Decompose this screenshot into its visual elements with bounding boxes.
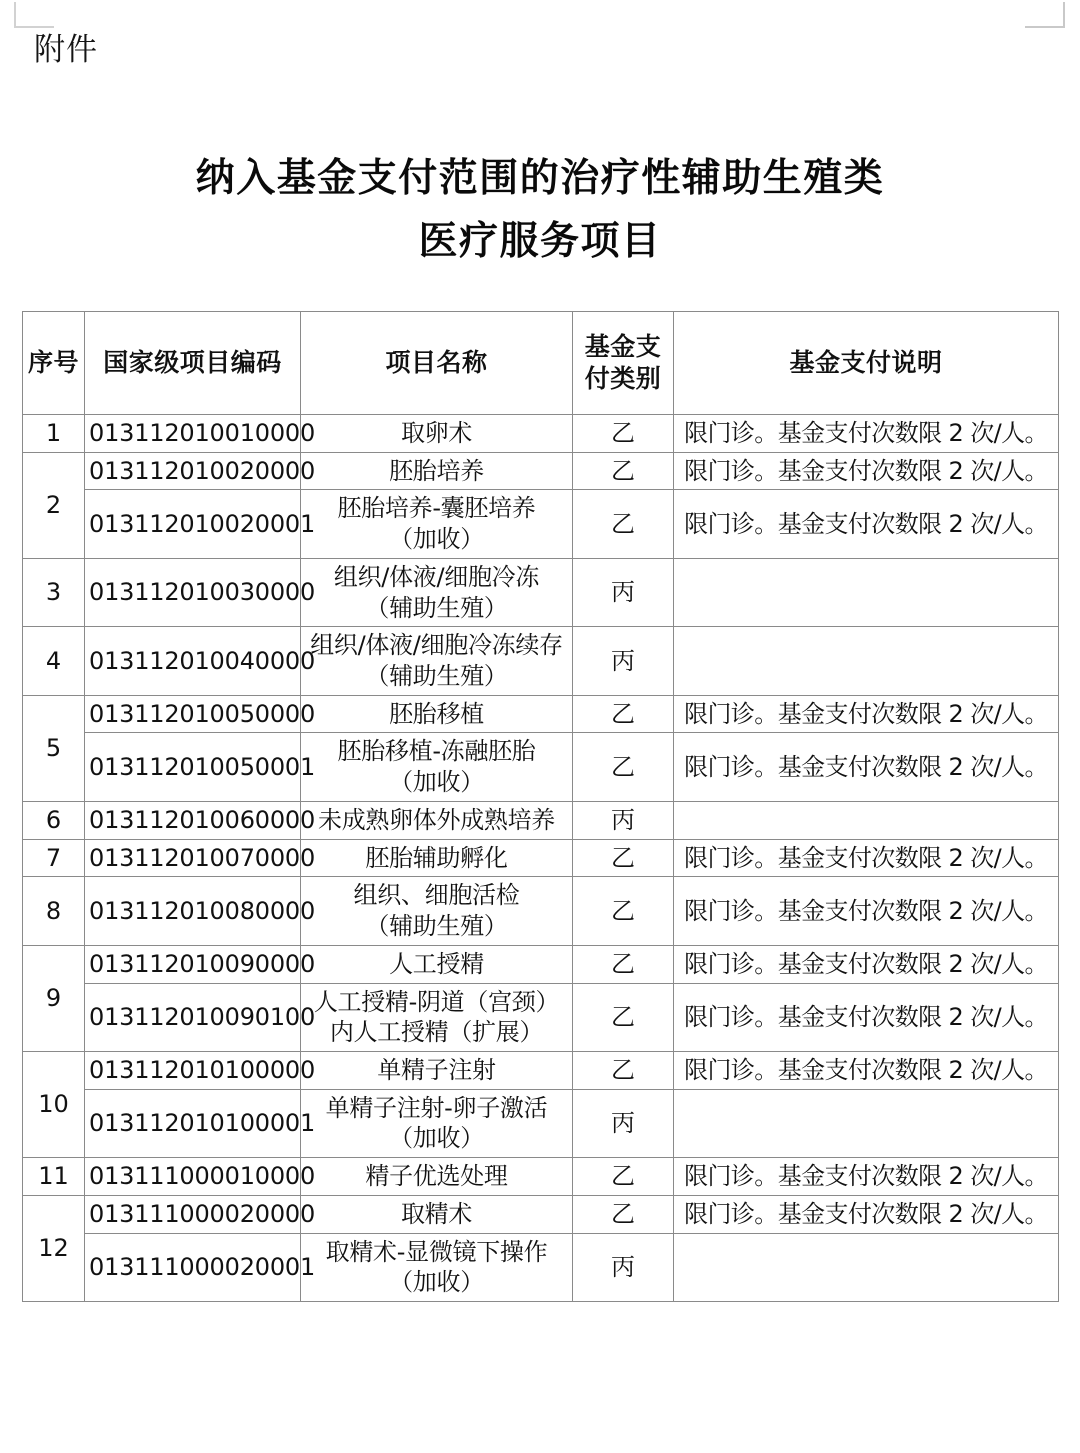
project-name-main: 取精术 [400,1199,473,1228]
cell-payment-note: 限门诊。基金支付次数限 2 次/人。 [674,1051,1059,1089]
table-row [23,733,1059,801]
cell-payment-note [674,1233,1059,1301]
page-title-line-2: 医疗服务项目 [418,219,662,265]
service-items-table-container [22,311,1058,1302]
cell-payment-category: 丙 [573,801,674,839]
cell-payment-category: 丙 [573,558,674,626]
cell-project-name [301,695,573,733]
cell-project-name [301,983,573,1051]
cell-project-code: 013112010030000 [85,558,301,626]
cell-payment-category: 乙 [573,983,674,1051]
cell-project-code: 013112010080000 [85,877,301,945]
cell-payment-note: 限门诊。基金支付次数限 2 次/人。 [674,695,1059,733]
column-header-name: 项目名称 [301,312,573,415]
project-name-sub: （加收） [389,768,484,797]
project-name-main: 单精子注射-卵子激活 [325,1093,548,1122]
table-row [23,1195,1059,1233]
cell-project-name [301,490,573,558]
cell-payment-note: 限门诊。基金支付次数限 2 次/人。 [674,839,1059,877]
cell-project-name [301,1158,573,1196]
table-header-row [23,312,1059,415]
cell-payment-category: 乙 [573,452,674,490]
table-row [23,1158,1059,1196]
project-name-sub: （辅助生殖） [365,912,508,941]
cell-seq: 5 [23,695,85,801]
cell-payment-category: 丙 [573,1089,674,1157]
cell-project-name [301,627,573,695]
cell-payment-category: 丙 [573,627,674,695]
cell-project-code: 013112010050001 [85,733,301,801]
crop-mark-top-left [14,2,54,28]
cell-payment-note: 限门诊。基金支付次数限 2 次/人。 [674,733,1059,801]
cell-seq: 11 [23,1158,85,1196]
table-row [23,1051,1059,1089]
cell-project-name [301,839,573,877]
cell-payment-note: 限门诊。基金支付次数限 2 次/人。 [674,490,1059,558]
cell-payment-note: 限门诊。基金支付次数限 2 次/人。 [674,945,1059,983]
project-name-main: 人工授精-阴道（宫颈） [313,987,560,1016]
cell-seq: 10 [23,1051,85,1157]
cell-seq: 6 [23,801,85,839]
cell-project-code: 013112010010000 [85,415,301,453]
attachment-label: 附件 [34,32,98,68]
table-row [23,415,1059,453]
cell-payment-category: 丙 [573,1233,674,1301]
cell-project-code: 013112010050000 [85,695,301,733]
cell-project-code: 013112010070000 [85,839,301,877]
cell-seq: 4 [23,627,85,695]
cell-seq: 1 [23,415,85,453]
page-title [0,147,1080,273]
cell-payment-category: 乙 [573,490,674,558]
cell-payment-category: 乙 [573,415,674,453]
column-header-note: 基金支付说明 [674,312,1059,415]
cell-project-name [301,452,573,490]
project-name-main: 胚胎培养 [389,456,484,485]
project-name-sub: （加收） [389,525,484,554]
cell-project-name [301,733,573,801]
cell-project-name [301,1195,573,1233]
cell-payment-note: 限门诊。基金支付次数限 2 次/人。 [674,415,1059,453]
cell-project-code: 013112010020000 [85,452,301,490]
cell-seq: 2 [23,452,85,558]
project-name-main: 未成熟卵体外成熟培养 [318,805,555,834]
table-row [23,490,1059,558]
page-title-line-1: 纳入基金支付范围的治疗性辅助生殖类 [195,156,885,201]
project-name-main: 精子优选处理 [365,1162,508,1191]
cell-payment-category: 乙 [573,1051,674,1089]
column-header-seq: 序号 [23,312,85,415]
cell-payment-note [674,801,1059,839]
cell-project-name [301,877,573,945]
project-name-main: 取精术-显微镜下操作 [325,1237,548,1266]
cell-project-code: 013112010100001 [85,1089,301,1157]
cell-project-name [301,1089,573,1157]
cell-payment-note [674,1089,1059,1157]
cell-payment-category: 乙 [573,877,674,945]
cell-project-name [301,1051,573,1089]
table-row [23,801,1059,839]
cell-payment-note [674,627,1059,695]
project-name-main: 组织/体液/细胞冷冻续存 [310,631,563,660]
cell-project-code: 013112010090100 [85,983,301,1051]
project-name-main: 胚胎移植 [389,699,484,728]
cell-project-name [301,415,573,453]
table-row [23,983,1059,1051]
project-name-main: 组织、细胞活检 [353,881,520,910]
table-header [23,312,1059,415]
cell-payment-category: 乙 [573,1158,674,1196]
table-row [23,1089,1059,1157]
table-row [23,627,1059,695]
table-row [23,695,1059,733]
column-header-code: 国家级项目编码 [85,312,301,415]
cell-seq: 12 [23,1195,85,1301]
cell-payment-category: 乙 [573,839,674,877]
table-row [23,1233,1059,1301]
cell-payment-category: 乙 [573,945,674,983]
project-name-sub: （辅助生殖） [365,662,508,691]
cell-project-name [301,558,573,626]
cell-payment-note [674,558,1059,626]
table-body [23,415,1059,1302]
cell-project-code: 013112010100000 [85,1051,301,1089]
cell-payment-category: 乙 [573,1195,674,1233]
cell-payment-note: 限门诊。基金支付次数限 2 次/人。 [674,877,1059,945]
cell-seq: 3 [23,558,85,626]
table-row [23,558,1059,626]
project-name-sub: （加收） [389,1124,484,1153]
project-name-main: 胚胎移植-冻融胚胎 [337,737,536,766]
project-name-sub: （加收） [389,1268,484,1297]
table-row [23,839,1059,877]
cell-payment-note: 限门诊。基金支付次数限 2 次/人。 [674,1158,1059,1196]
cell-project-name [301,945,573,983]
cell-project-code: 013112010060000 [85,801,301,839]
table-row [23,877,1059,945]
cell-project-name [301,1233,573,1301]
cell-project-code: 013112010020001 [85,490,301,558]
project-name-main: 人工授精 [389,949,484,978]
cell-payment-note: 限门诊。基金支付次数限 2 次/人。 [674,452,1059,490]
project-name-main: 胚胎培养-囊胚培养 [337,494,536,523]
project-name-main: 组织/体液/细胞冷冻 [333,562,540,591]
cell-seq: 8 [23,877,85,945]
project-name-main: 取卵术 [400,419,473,447]
table-row [23,452,1059,490]
project-name-main: 单精子注射 [377,1055,496,1084]
service-items-table [22,311,1059,1302]
cell-project-code: 013111000020001 [85,1233,301,1301]
project-name-sub: （辅助生殖） [365,593,508,622]
project-name-main: 胚胎辅助孵化 [365,843,508,872]
cell-project-name [301,801,573,839]
cell-payment-category: 乙 [573,733,674,801]
cell-seq: 7 [23,839,85,877]
cell-project-code: 013111000020000 [85,1195,301,1233]
cell-payment-note: 限门诊。基金支付次数限 2 次/人。 [674,983,1059,1051]
column-header-category: 基金支付类别 [573,312,674,415]
crop-mark-top-right [1025,2,1065,28]
project-name-sub: 内人工授精（扩展） [329,1018,544,1047]
cell-project-code: 013112010040000 [85,627,301,695]
table-row [23,945,1059,983]
cell-payment-note: 限门诊。基金支付次数限 2 次/人。 [674,1195,1059,1233]
cell-project-code: 013112010090000 [85,945,301,983]
cell-project-code: 013111000010000 [85,1158,301,1196]
cell-payment-category: 乙 [573,695,674,733]
cell-seq: 9 [23,945,85,1051]
